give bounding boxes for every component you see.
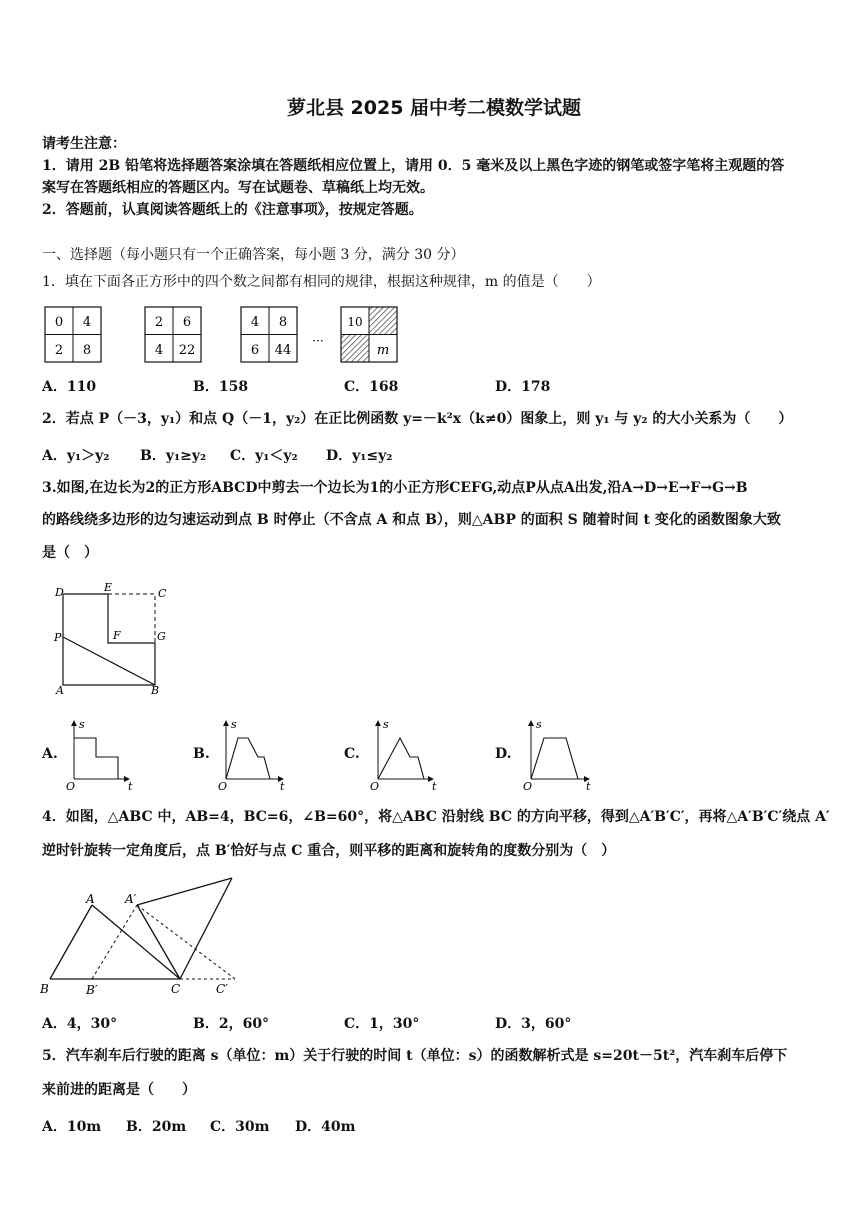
q1-cell: 4 <box>82 315 92 330</box>
q4-figure <box>39 878 235 997</box>
q3-label-g: G <box>157 630 166 643</box>
q1-cell: 0 <box>54 315 64 330</box>
q5-option-c[interactable]: C．30m <box>210 1119 270 1135</box>
notice-heading: 请考生注意： <box>42 136 126 152</box>
svg-text:s: s <box>231 718 237 731</box>
q5-line-1: 5．汽车刹车后行驶的距离 s（单位：m）关于行驶的时间 t（单位：s）的函数解析式是 s=20t－5t²，汽车刹车后停下 <box>42 1048 788 1064</box>
q2-option-c[interactable]: C．y₁＜y₂ <box>230 448 298 464</box>
q4-option-b[interactable]: B．2，60° <box>193 1016 270 1032</box>
q4-option-c[interactable]: C．1，30° <box>344 1016 420 1032</box>
q1-cell: 4 <box>250 315 260 330</box>
q1-option-c[interactable]: C．168 <box>344 379 399 395</box>
svg-text:s: s <box>536 718 542 731</box>
q4-option-a[interactable]: A．4，30° <box>42 1016 118 1032</box>
q1-cell: 4 <box>154 343 164 358</box>
q1-cell: 22 <box>178 343 196 358</box>
q2-stem: 2．若点 P（－3，y₁）和点 Q（－1，y₂）在正比例函数 y=－k²x（k≠0）图象上，则 y₁ 与 y₂ 的大小关系为（ ） <box>42 411 793 427</box>
q4-label-a: A <box>86 892 95 906</box>
q1-cell: 6 <box>250 343 260 358</box>
q5-line-2: 来前进的距离是（ ） <box>42 1082 196 1098</box>
q3-graph-a <box>66 718 133 793</box>
q4-label-c: C <box>171 982 181 996</box>
q2-option-a[interactable]: A．y₁＞y₂ <box>42 448 110 464</box>
notice-line-2: 2．答题前，认真阅读答题纸上的《注意事项》，按规定答题。 <box>42 202 423 218</box>
q4-label-b: B <box>40 982 49 996</box>
q1-cell: 8 <box>278 315 288 330</box>
q1-cell: 10 <box>347 315 363 329</box>
svg-text:O: O <box>218 780 228 793</box>
svg-text:O: O <box>523 780 533 793</box>
svg-text:s: s <box>79 718 85 731</box>
q1-cell: 8 <box>82 343 92 358</box>
q3-label-f: F <box>113 629 121 642</box>
q2-option-d[interactable]: D．y₁≤y₂ <box>326 448 393 464</box>
q3-graph-d <box>523 718 591 793</box>
q3-graph-c <box>370 718 437 793</box>
svg-text:t: t <box>128 780 133 793</box>
q4-line-2: 逆时针旋转一定角度后，点 B′恰好与点 C 重合，则平移的距离和旋转角的度数分别为（ ） <box>42 843 616 859</box>
q5-option-d[interactable]: D．40m <box>295 1119 356 1135</box>
q2-option-b[interactable]: B．y₁≥y₂ <box>140 448 207 464</box>
q4-label-b-prime: B′ <box>86 983 98 997</box>
svg-text:t: t <box>432 780 437 793</box>
q1-ellipsis: ··· <box>312 334 324 348</box>
q1-cell: 2 <box>154 315 164 330</box>
q3-option-d[interactable]: D. <box>495 746 512 762</box>
q4-line-1: 4．如图，△ABC 中，AB=4，BC=6，∠B=60°，将△ABC 沿射线 BC 的方向平移，得到△A′B′C′，再将△A′B′C′绕点 A′ <box>42 809 830 825</box>
q5-option-a[interactable]: A．10m <box>42 1119 102 1135</box>
q3-graph-b <box>218 718 285 793</box>
q4-label-a-prime: A′ <box>125 892 137 906</box>
q3-label-d: D <box>55 586 64 599</box>
notice-line-1b: 案写在答题纸相应的答题区内。写在试题卷、草稿纸上均无效。 <box>42 180 434 196</box>
q3-option-b[interactable]: B. <box>193 746 210 762</box>
svg-text:O: O <box>370 780 380 793</box>
section-heading: 一、选择题（每小题只有一个正确答案，每小题 3 分，满分 30 分） <box>42 247 465 263</box>
svg-text:t: t <box>280 780 285 793</box>
q3-option-a[interactable]: A. <box>42 746 58 762</box>
q3-label-e: E <box>104 581 113 594</box>
q1-cell: 44 <box>274 343 292 358</box>
page-title: 萝北县 2025 届中考二模数学试题 <box>286 97 582 119</box>
q1-cell: m <box>376 343 390 358</box>
q1-cell: 2 <box>54 343 64 358</box>
q1-option-b[interactable]: B．158 <box>193 379 249 395</box>
svg-text:O: O <box>66 780 76 793</box>
q5-option-b[interactable]: B．20m <box>126 1119 187 1135</box>
svg-text:t: t <box>586 780 591 793</box>
q3-label-b: B <box>151 684 160 697</box>
svg-text:s: s <box>383 718 389 731</box>
q3-option-c[interactable]: C. <box>344 746 360 762</box>
q1-stem: 1．填在下面各正方形中的四个数之间都有相同的规律，根据这种规律，m 的值是（ ） <box>42 274 601 290</box>
q3-label-p: P <box>54 631 62 644</box>
q3-line-2: 的路线绕多边形的边匀速运动到点 B 时停止（不含点 A 和点 B），则△ABP 的面积 S 随着时间 t 变化的函数图象大致 <box>42 512 781 528</box>
q4-option-d[interactable]: D．3，60° <box>495 1016 572 1032</box>
q4-label-c-prime: C′ <box>216 982 228 996</box>
notice-line-1a: 1．请用 2B 铅笔将选择题答案涂填在答题纸相应位置上，请用 0．5 毫米及以上黑色字迹的钢笔或签字笔将主观题的答 <box>42 158 785 174</box>
q1-cell: 6 <box>182 315 192 330</box>
q3-line-1: 3.如图,在边长为2的正方形ABCD中剪去一个边长为1的小正方形CEFG,动点P从点A出发,沿A→D→E→F→G→B <box>42 480 748 496</box>
q1-option-a[interactable]: A．110 <box>42 379 97 395</box>
q3-label-a: A <box>56 684 64 697</box>
q3-line-3: 是（ ） <box>42 545 98 561</box>
q3-label-c: C <box>158 587 167 600</box>
q1-option-d[interactable]: D．178 <box>495 379 551 395</box>
